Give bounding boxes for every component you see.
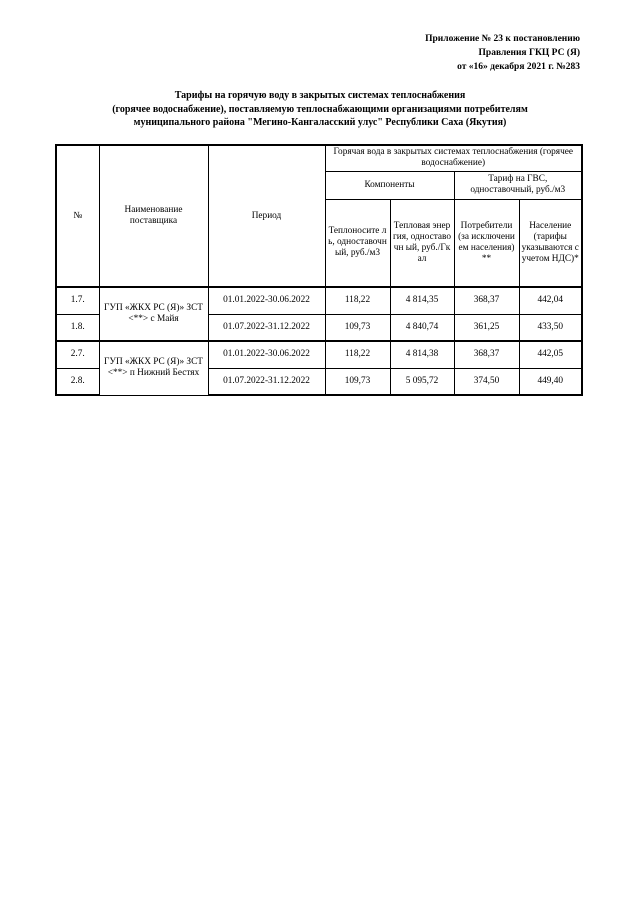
header-consumers: Потребители (за исключением населения)** bbox=[454, 199, 519, 287]
row-heat-energy: 4 814,38 bbox=[390, 341, 454, 368]
row-consumers: 368,37 bbox=[454, 287, 519, 314]
appendix-line-3: от «16» декабря 2021 г. №283 bbox=[457, 62, 580, 72]
row-consumers: 361,25 bbox=[454, 314, 519, 341]
row-heat-carrier: 109,73 bbox=[325, 368, 390, 395]
header-num: № bbox=[56, 145, 99, 287]
header-heat-carrier: Теплоносите ль, одноставочн ый, руб./м3 bbox=[325, 199, 390, 287]
row-population: 442,05 bbox=[519, 341, 582, 368]
row-population: 449,40 bbox=[519, 368, 582, 395]
header-supplier: Наименование поставщика bbox=[99, 145, 208, 287]
appendix-line-2: Правления ГКЦ РС (Я) bbox=[478, 48, 580, 58]
row-period: 01.01.2022-30.06.2022 bbox=[208, 341, 325, 368]
row-period: 01.07.2022-31.12.2022 bbox=[208, 314, 325, 341]
row-heat-energy: 4 840,74 bbox=[390, 314, 454, 341]
appendix-note bbox=[425, 32, 580, 74]
row-consumers: 374,50 bbox=[454, 368, 519, 395]
document-title bbox=[60, 89, 580, 130]
row-heat-carrier: 118,22 bbox=[325, 341, 390, 368]
row-num: 2.7. bbox=[56, 341, 99, 368]
row-population: 433,50 bbox=[519, 314, 582, 341]
header-period: Период bbox=[208, 145, 325, 287]
tariff-table bbox=[55, 144, 583, 396]
row-heat-energy: 4 814,35 bbox=[390, 287, 454, 314]
header-row-1 bbox=[56, 145, 582, 171]
header-heat-energy: Тепловая энергия, одноставочн ый, руб./Гкал bbox=[390, 199, 454, 287]
title-line-1: Тарифы на горячую воду в закрытых системах теплоснабжения bbox=[174, 90, 466, 101]
title-line-3: муниципального района "Мегино-Кангаласский улус" Республики Саха (Якутия) bbox=[133, 117, 507, 128]
row-period: 01.01.2022-30.06.2022 bbox=[208, 287, 325, 314]
row-supplier: ГУП «ЖКХ РС (Я)» ЗСТ <**> п Нижний Бестях bbox=[99, 341, 208, 395]
header-population: Население (тарифы указываются с учетом НДС)* bbox=[519, 199, 582, 287]
row-heat-carrier: 118,22 bbox=[325, 287, 390, 314]
row-supplier: ГУП «ЖКХ РС (Я)» ЗСТ <**> с Майя bbox=[99, 287, 208, 341]
row-population: 442,04 bbox=[519, 287, 582, 314]
row-num: 1.7. bbox=[56, 287, 99, 314]
table-row bbox=[56, 287, 582, 314]
row-consumers: 368,37 bbox=[454, 341, 519, 368]
title-line-2: (горячее водоснабжение), поставляемую теплоснабжающими организациями потребителям bbox=[112, 103, 528, 115]
row-period: 01.07.2022-31.12.2022 bbox=[208, 368, 325, 395]
row-heat-energy: 5 095,72 bbox=[390, 368, 454, 395]
header-components: Компоненты bbox=[325, 171, 454, 199]
row-num: 2.8. bbox=[56, 368, 99, 395]
row-heat-carrier: 109,73 bbox=[325, 314, 390, 341]
row-num: 1.8. bbox=[56, 314, 99, 341]
header-hot-water: Горячая вода в закрытых системах теплоснабжения (горячее водоснабжение) bbox=[325, 145, 582, 171]
header-tariff-gvs: Тариф на ГВС, одноставочный, руб./м3 bbox=[454, 171, 582, 199]
table-row bbox=[56, 341, 582, 368]
appendix-line-1: Приложение № 23 к постановлению bbox=[425, 34, 580, 44]
